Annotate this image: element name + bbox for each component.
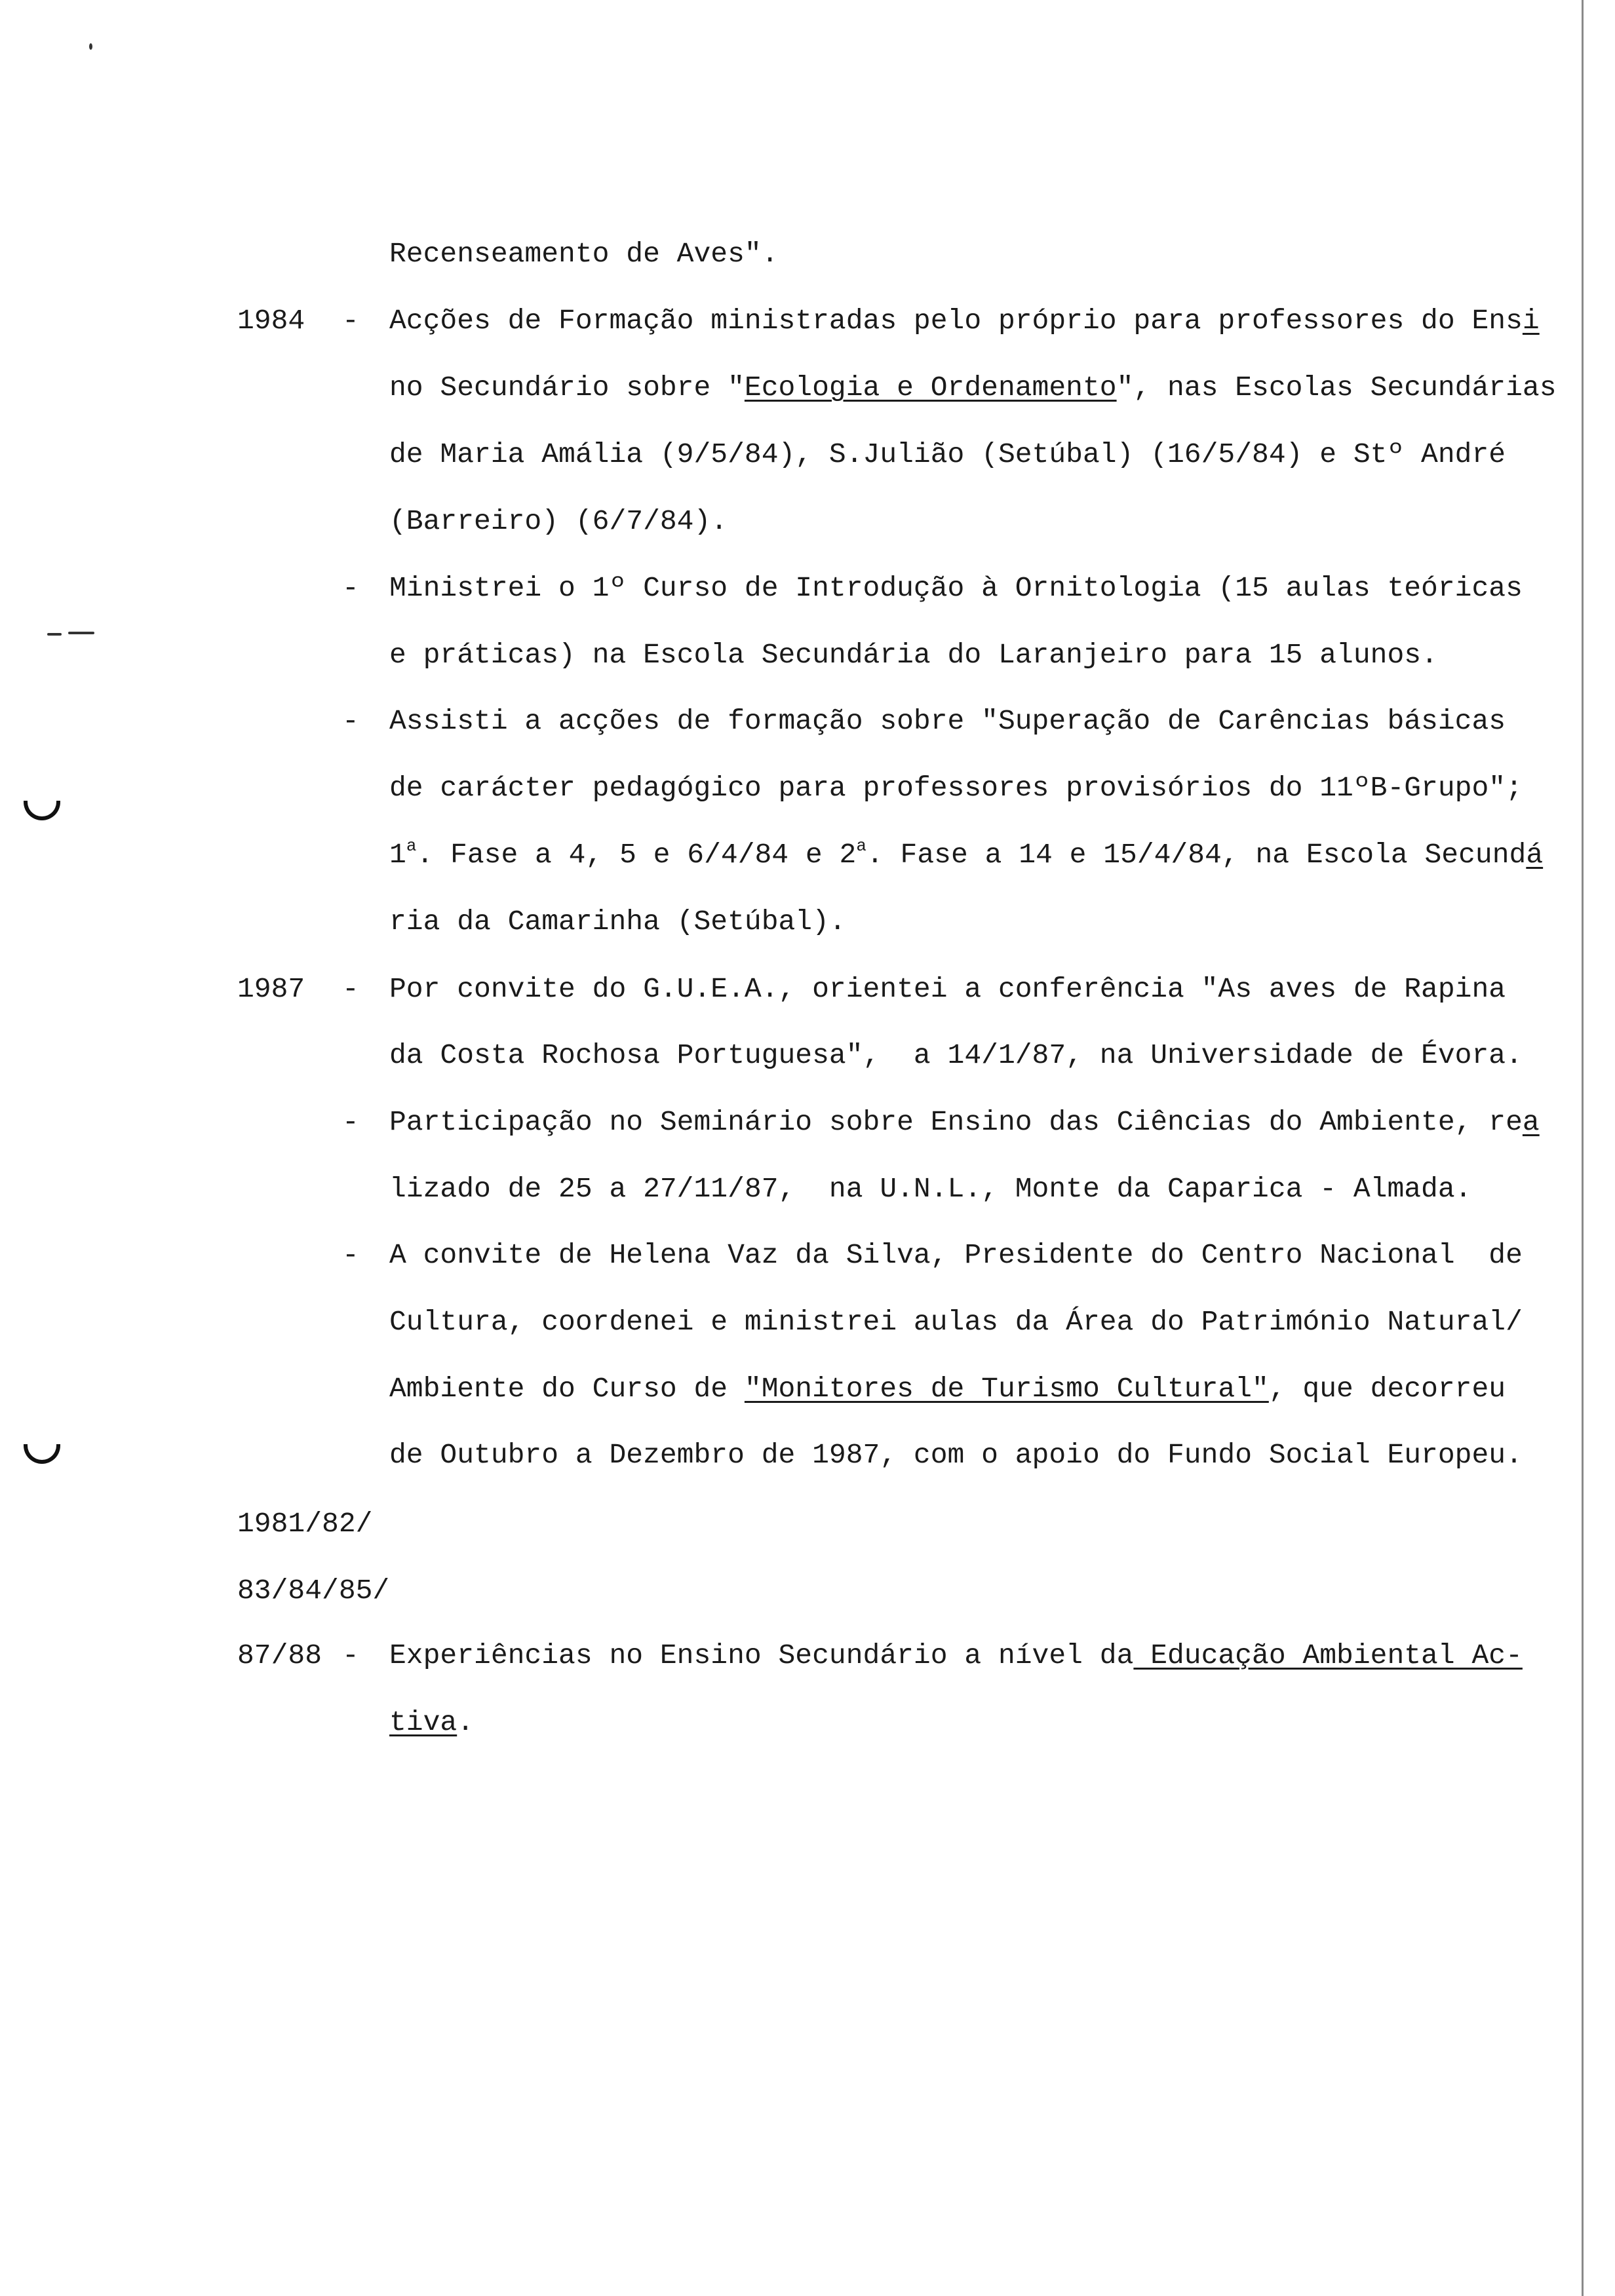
text-line (0, 1036, 1615, 1075)
text-line (0, 970, 1615, 1009)
line-text (389, 1303, 1523, 1342)
text-line (0, 1504, 1615, 1544)
underlined-text: Educação Ambiental Ac- (1133, 1639, 1523, 1672)
text-line (0, 235, 1615, 274)
year-label: 87/88 (237, 1639, 322, 1672)
text-line (0, 1436, 1615, 1475)
text-run: ria da Camarinha (Setúbal). (389, 906, 846, 938)
text-run: . Fase a 14 e 15/4/84, na Escola Secund (866, 839, 1527, 871)
text-run: Assisti a acções de formação sobre "Superação de Carências básicas (389, 705, 1506, 737)
line-text (389, 502, 728, 541)
text-run: lizado de 25 a 27/11/87, na U.N.L., Monte da Caparica - Almada. (389, 1173, 1472, 1205)
text-run: (Barreiro) (6/7/84). (389, 505, 728, 537)
line-text (389, 1703, 474, 1742)
line-text (389, 435, 1506, 474)
entry-dash: - (342, 1639, 359, 1672)
line-text (389, 569, 1523, 608)
text-line (0, 769, 1615, 808)
scan-speck (68, 632, 94, 634)
text-line (0, 502, 1615, 541)
text-line (0, 902, 1615, 942)
text-line (0, 569, 1615, 608)
line-text (389, 1036, 1523, 1075)
text-line (0, 1103, 1615, 1142)
text-run: de Outubro a Dezembro de 1987, com o apoio do Fundo Social Europeu. (389, 1439, 1523, 1471)
text-run: 1 (389, 839, 406, 871)
superscript-text: a (856, 836, 866, 856)
text-run: ", nas Escolas Secundárias (1116, 372, 1557, 404)
text-line (0, 1236, 1615, 1275)
line-text (389, 835, 1543, 875)
line-text (389, 702, 1506, 741)
text-run: da Costa Rochosa Portuguesa", a 14/1/87, na Universidade de Évora. (389, 1039, 1523, 1071)
entry-dash: - (342, 305, 359, 337)
text-run: . Fase a 4, 5 e 6/4/84 e 2 (416, 839, 857, 871)
scan-speck (89, 43, 92, 50)
text-line (0, 1170, 1615, 1209)
line-text (389, 301, 1540, 341)
entry-dash: - (342, 1239, 359, 1271)
text-run: de Maria Amália (9/5/84), S.Julião (Setúbal) (16/5/84) e Stº André (389, 438, 1506, 470)
text-line (0, 301, 1615, 341)
text-run: Acções de Formação ministradas pelo próprio para professores do Ens (389, 305, 1523, 337)
year-label: 1987 (237, 973, 305, 1005)
underlined-text: Ecologia e Ordenamento (744, 372, 1117, 404)
year-label: 1981/82/ (237, 1508, 373, 1540)
underlined-text: a (1522, 1106, 1540, 1138)
underlined-text: "Monitores de Turismo Cultural" (744, 1373, 1269, 1405)
text-line (0, 636, 1615, 675)
text-run: . (457, 1706, 475, 1738)
entry-dash: - (342, 705, 359, 737)
text-run: Por convite do G.U.E.A., orientei a conferência "As aves de Rapina (389, 973, 1506, 1005)
text-run: de carácter pedagógico para professores provisórios do 11ºB-Grupo"; (389, 772, 1523, 804)
entry-dash: - (342, 1106, 359, 1138)
line-text (389, 1436, 1523, 1475)
text-line (0, 835, 1615, 875)
underlined-text: tiva (389, 1706, 457, 1738)
line-text (389, 769, 1523, 808)
page-edge-shadow (1582, 0, 1584, 2296)
text-line (0, 1303, 1615, 1342)
line-text (389, 235, 779, 274)
text-run: Cultura, coordenei e ministrei aulas da Área do Património Natural/ (389, 1306, 1523, 1338)
line-text (389, 1236, 1523, 1275)
underlined-text: i (1522, 305, 1540, 337)
line-text (389, 902, 846, 942)
text-run: Experiências no Ensino Secundário a nível da (389, 1639, 1134, 1672)
year-label: 1984 (237, 305, 305, 337)
line-text (389, 970, 1506, 1009)
line-text (389, 1170, 1471, 1209)
line-text (389, 636, 1438, 675)
text-line (0, 1571, 1615, 1611)
text-run: Recenseamento de Aves". (389, 238, 779, 270)
text-line (0, 702, 1615, 741)
text-line (0, 1636, 1615, 1675)
text-line (0, 1703, 1615, 1742)
text-run: Participação no Seminário sobre Ensino das Ciências do Ambiente, re (389, 1106, 1523, 1138)
line-text (389, 368, 1557, 408)
text-line (0, 368, 1615, 408)
line-text (389, 1369, 1506, 1409)
entry-dash: - (342, 973, 359, 1005)
text-run: no Secundário sobre " (389, 372, 745, 404)
line-text (389, 1636, 1523, 1675)
line-text (389, 1103, 1540, 1142)
text-run: Ambiente do Curso de (389, 1373, 745, 1405)
underlined-text: á (1526, 839, 1544, 871)
superscript-text: a (406, 836, 417, 856)
text-run: A convite de Helena Vaz da Silva, Presidente do Centro Nacional de (389, 1239, 1523, 1271)
year-label: 83/84/85/ (237, 1575, 390, 1607)
text-run: , que decorreu (1268, 1373, 1506, 1405)
text-line (0, 435, 1615, 474)
text-run: e práticas) na Escola Secundária do Laranjeiro para 15 alunos. (389, 639, 1438, 671)
entry-dash: - (342, 572, 359, 604)
text-run: Ministrei o 1º Curso de Introdução à Ornitologia (15 aulas teóricas (389, 572, 1523, 604)
text-line (0, 1369, 1615, 1409)
